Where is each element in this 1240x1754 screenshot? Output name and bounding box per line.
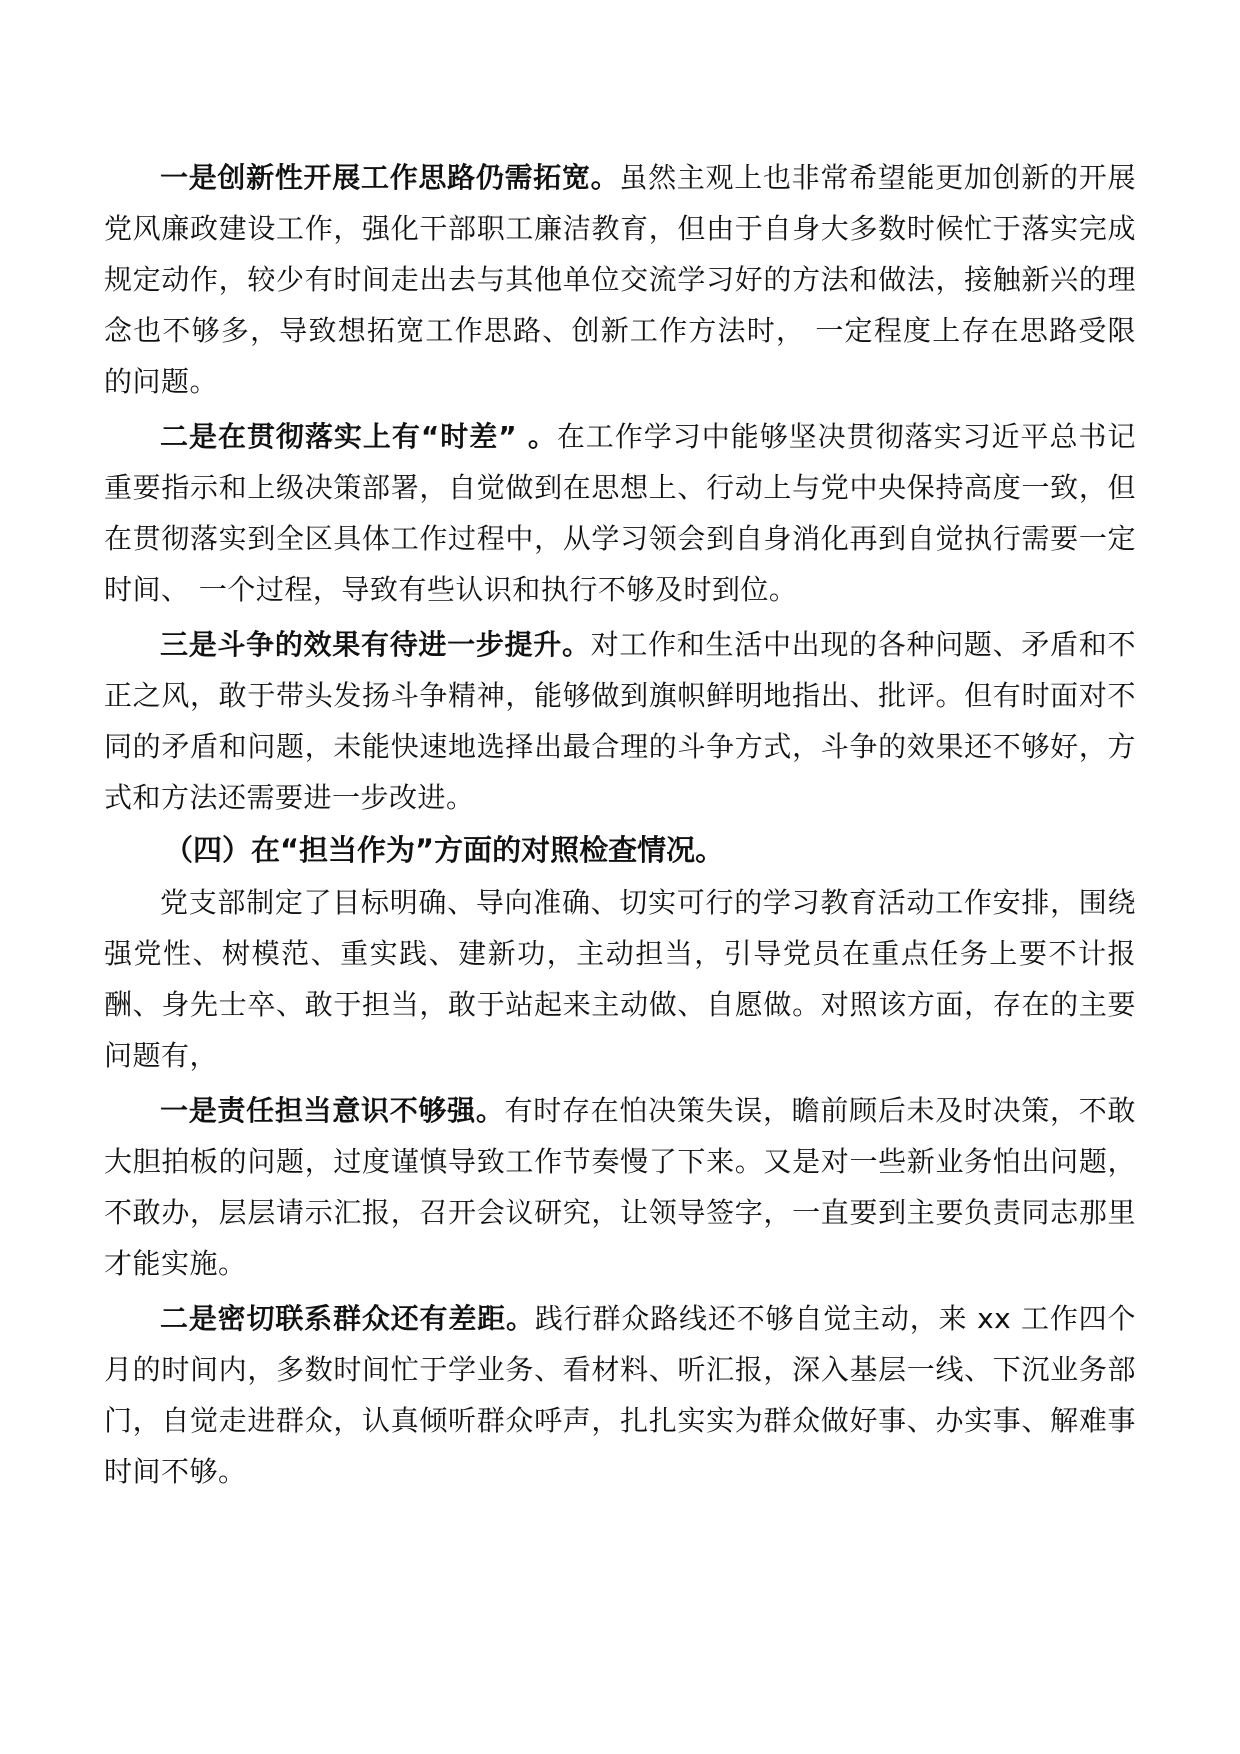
- paragraph-body: 有时存在怕决策失误，瞻前顾后未及时决策，不敢大胆拍板的问题，过度谨慎导致工作节奏慢了下来。又是对一些新业务怕出问题，不敢办，层层请示汇报，召开会议研究，让领导签字，一直要到主要负责同志那里才能实施。: [104, 1094, 1136, 1280]
- paragraph-body: 虽然主观上也非常希望能更加创新的开展党风廉政建设工作，强化干部职工廉洁教育，但由于自身大多数时候忙于落实完成规定动作，较少有时间走出去与其他单位交流学习好的方法和做法，接触新兴的理念也不够多，导致想拓宽工作思路、创新工作方法时， 一定程度上存在思路受限的问题。: [104, 161, 1136, 398]
- paragraph-struggle: [104, 619, 1136, 823]
- section-heading: （四）在“担当作为”方面的对照检查情况。: [164, 833, 725, 867]
- paragraph-lead: 二是在贯彻落实上有“时差” 。: [160, 420, 557, 453]
- paragraph-time-lag: [104, 411, 1136, 615]
- paragraph-innovation: [104, 152, 1136, 407]
- paragraph-lead: 二是密切联系群众还有差距。: [160, 1302, 535, 1335]
- paragraph-body: 在工作学习中能够坚决贯彻落实习近平总书记重要指示和上级决策部署，自觉做到在思想上、行动上与党中央保持高度一致，但在贯彻落实到全区具体工作过程中，从学习领会到自身消化再到自觉执行需要一定时间、 一个过程，导致有些认识和执行不够及时到位。: [104, 420, 1136, 606]
- paragraph-body: 对工作和生活中出现的各种问题、矛盾和不正之风，敢于带头发扬斗争精神，能够做到旗帜鲜明地指出、批评。但有时面对不同的矛盾和问题，未能快速地选择出最合理的斗争方式，斗争的效果还不够好，方式和方法还需要进一步改进。: [104, 628, 1136, 814]
- paragraph-masses: [104, 1293, 1136, 1497]
- section-intro: 党支部制定了目标明确、导向准确、切实可行的学习教育活动工作安排，围绕强党性、树模范、重实践、建新功，主动担当，引导党员在重点任务上要不计报酬、身先士卒、敢于担当，敢于站起来主动做、自愿做。对照该方面，存在的主要问题有，: [104, 886, 1136, 1072]
- paragraph-body: 践行群众路线还不够自觉主动，来 xx 工作四个月的时间内，多数时间忙于学业务、看材料、听汇报，深入基层一线、下沉业务部门，自觉走进群众，认真倾听群众呼声，扎扎实实为群众做好事、办实事、解难事时间不够。: [104, 1302, 1136, 1488]
- paragraph-responsibility: [104, 1085, 1136, 1289]
- paragraph-lead: 一是责任担当意识不够强。: [160, 1094, 505, 1127]
- document-page: [104, 152, 1136, 1497]
- paragraph-lead: 三是斗争的效果有待进一步提升。: [160, 628, 591, 661]
- paragraph-lead: 一是创新性开展工作思路仍需拓宽。: [160, 161, 620, 194]
